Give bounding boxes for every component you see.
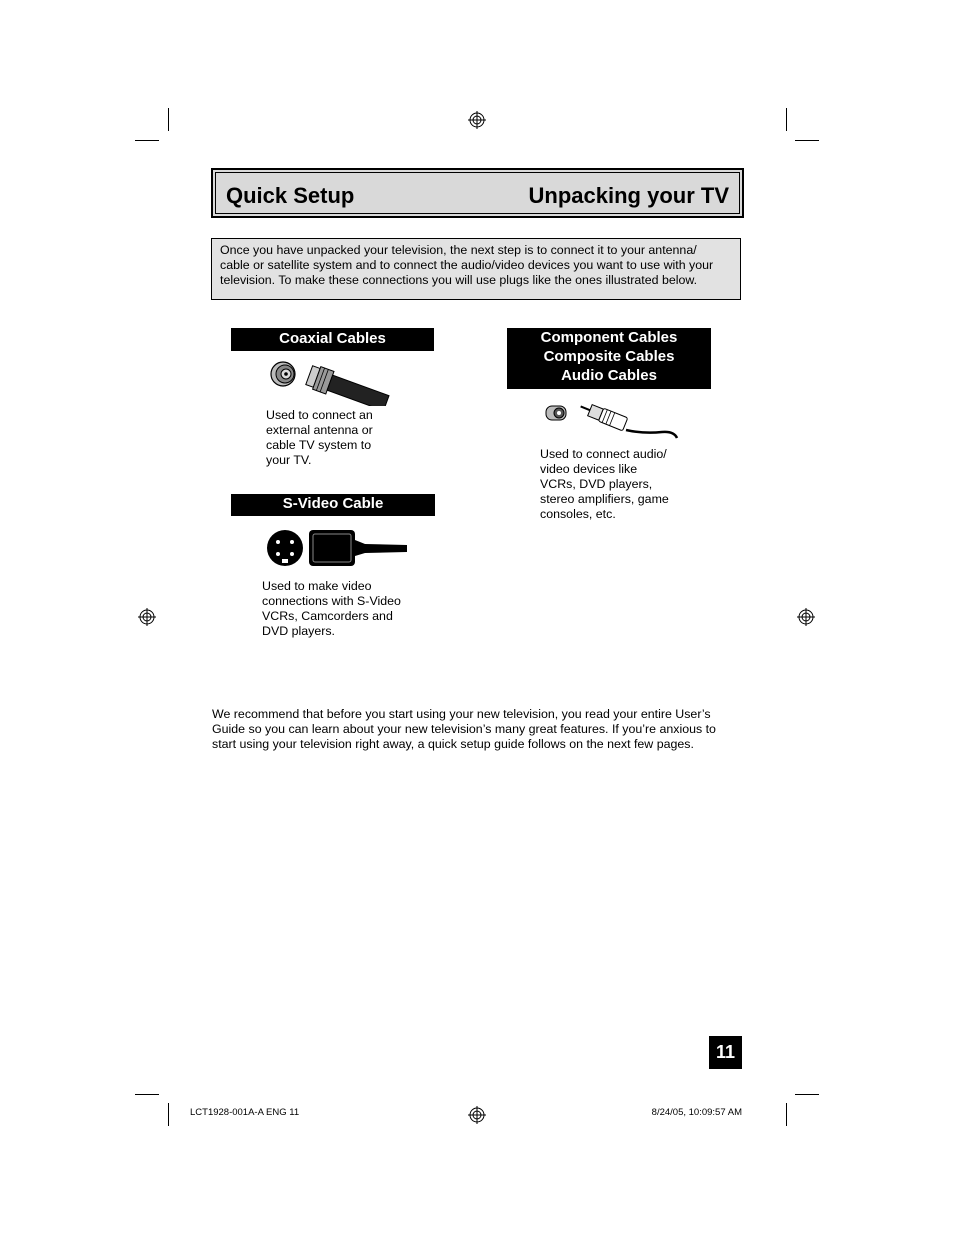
footer-timestamp: 8/24/05, 10:09:57 AM [651,1107,742,1118]
crop-mark [135,140,159,141]
intro-line: cable or satellite system and to connect the audio/video devices you want to use with your [220,258,714,272]
component-label-line: Audio Cables [561,367,657,384]
header-inner-frame [215,172,740,214]
intro-line: Once you have unpacked your television, the next step is to connect it to your antenna/ [220,243,697,257]
registration-mark-icon [468,1106,486,1124]
recommendation-paragraph [212,707,742,752]
description-line: Used to connect audio/ [540,447,667,461]
svideo-plug-icon [265,527,410,569]
crop-mark [168,1103,169,1126]
footer-file-info: LCT1928-001A-A ENG 11 [190,1107,300,1118]
coaxial-label: Coaxial Cables [231,328,434,351]
paragraph-line: Guide so you can learn about your new television’s many great features. If you’re anxious to [212,722,716,736]
paragraph-line: start using your television right away, a quick setup guide follows on the next few pages. [212,737,694,751]
component-label [507,328,711,389]
paragraph-line: We recommend that before you start using your new television, you read your entire User’s [212,707,711,721]
component-label-line: Composite Cables [543,348,675,365]
description-line: external antenna or [266,423,373,437]
rca-plug-icon [544,400,680,444]
intro-box [211,238,741,300]
svideo-description [262,579,401,639]
page-header [211,168,744,218]
coaxial-plug-icon [268,360,392,406]
coaxial-description [266,408,373,468]
svideo-label: S-Video Cable [231,494,435,516]
description-line: your TV. [266,453,312,467]
page-number: 11 [709,1036,742,1069]
crop-mark [786,1103,787,1126]
crop-mark [795,140,819,141]
component-label-line: Component Cables [540,329,678,346]
crop-mark [168,108,169,131]
crop-mark [135,1094,159,1095]
description-line: connections with S-Video [262,594,401,608]
registration-mark-icon [468,111,486,129]
description-line: stereo amplifiers, game [540,492,669,506]
page-title: Unpacking your TV [528,183,729,208]
section-title: Quick Setup [226,183,355,208]
description-line: cable TV system to [266,438,372,452]
component-description [540,447,669,522]
description-line: Used to connect an [266,408,373,422]
crop-mark [795,1094,819,1095]
description-line: DVD players. [262,624,335,638]
description-line: VCRs, Camcorders and [262,609,393,623]
intro-line: television. To make these connections you will use plugs like the ones illustrated below. [220,273,698,287]
description-line: VCRs, DVD players, [540,477,653,491]
crop-mark [786,108,787,131]
description-line: consoles, etc. [540,507,616,521]
description-line: Used to make video [262,579,372,593]
registration-mark-icon [138,608,156,626]
registration-mark-icon [797,608,815,626]
description-line: video devices like [540,462,638,476]
